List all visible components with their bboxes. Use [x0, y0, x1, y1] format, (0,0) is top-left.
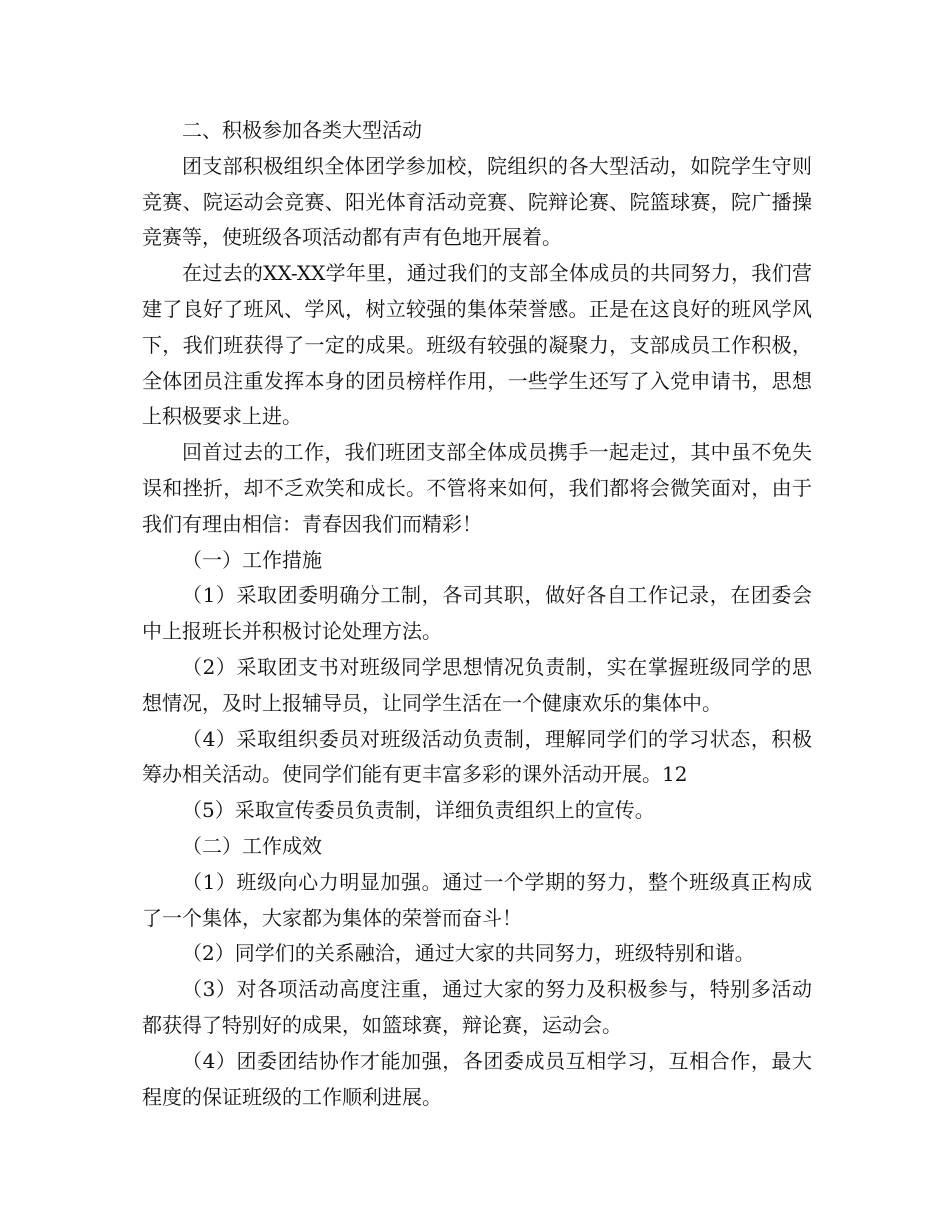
measures-heading: （一）工作措施	[182, 547, 322, 572]
result-item: （2）同学们的关系融洽，通过大家的共同努力，班级特别和谐。	[182, 941, 755, 966]
measure-item: （2）采取团支书对班级同学思想情况负责制，实在掌握班级同学的思想情况，及时上报辅导员，让同学生活在一个健康欢乐的集体中。	[142, 654, 812, 715]
result-item: （1）班级向心力明显加强。通过一个学期的努力，整个班级真正构成了一个集体，大家都为集体的荣誉而奋斗！	[142, 869, 812, 930]
paragraph-reflection: 回首过去的工作，我们班团支部全体成员携手一起走过，其中虽不免失误和挫折，却不乏欢笑和成长。不管将来如何，我们都将会微笑面对，由于我们有理由相信：青春因我们而精彩！	[142, 440, 812, 536]
document-body	[142, 113, 812, 1115]
results-heading: （二）工作成效	[182, 833, 322, 858]
section-heading: 二、积极参加各类大型活动	[182, 118, 422, 142]
measure-item: （1）采取团委明确分工制，各司其职，做好各自工作记录，在团委会中上报班长并积极讨论处理方法。	[142, 583, 812, 644]
measure-item: （4）采取组织委员对班级活动负责制，理解同学们的学习状态，积极筹办相关活动。使同学们能有更丰富多彩的课外活动开展。12	[142, 726, 812, 787]
paragraph-activities: 团支部积极组织全体团学参加校，院组织的各大型活动，如院学生守则竞赛、院运动会竞赛、阳光体育活动竞赛、院辩论赛、院篮球赛，院广播操竞赛等，使班级各项活动都有声有色地开展着。	[142, 153, 812, 250]
result-item: （4）团委团结协作才能加强，各团委成员互相学习，互相合作，最大程度的保证班级的工作顺利进展。	[142, 1048, 812, 1109]
measure-item: （5）采取宣传委员负责制，详细负责组织上的宣传。	[182, 798, 655, 823]
result-item: （3）对各项活动高度注重，通过大家的努力及积极参与，特别多活动都获得了特别好的成果，如篮球赛，辩论赛，运动会。	[142, 977, 812, 1037]
paragraph-achievements: 在过去的XX-XX学年里，通过我们的支部全体成员的共同努力，我们营建了良好了班风、学风，树立较强的集体荣誉感。正是在这良好的班风学风下，我们班获得了一定的成果。班级有较强的凝聚力，支部成员工作积极，全体团员注重发挥本身的团员榜样作用，一些学生还写了入党申请书，思想上积极要求上进。	[142, 261, 812, 429]
